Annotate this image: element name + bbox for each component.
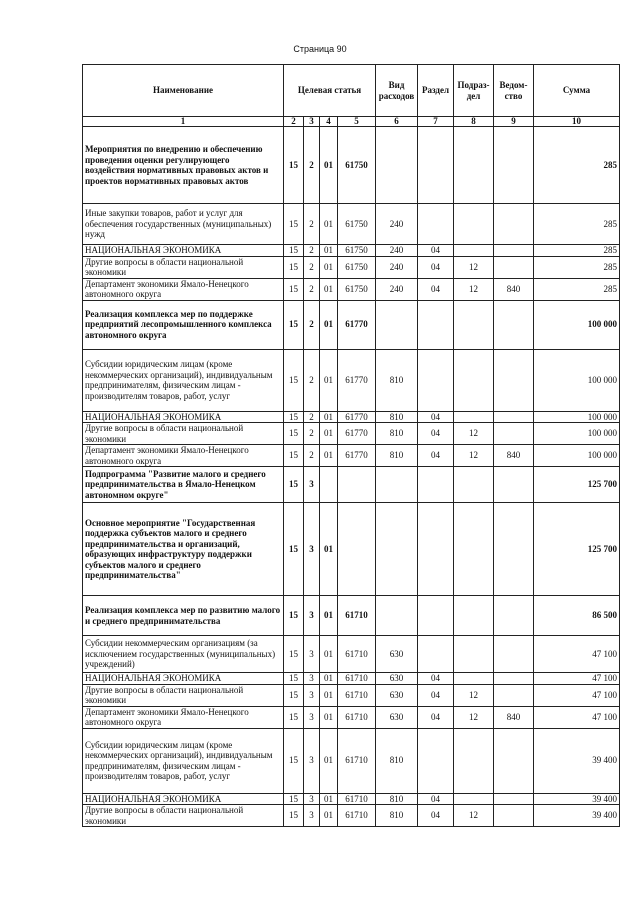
section-cell	[418, 596, 454, 636]
row-name-cell: НАЦИОНАЛЬНАЯ ЭКОНОМИКА	[83, 673, 284, 685]
table-row	[83, 245, 620, 257]
header-section: Раздел	[418, 65, 454, 117]
activity-code-cell: 01	[320, 245, 338, 257]
program-code-cell: 15	[284, 684, 304, 706]
subprogram-code-cell: 2	[304, 127, 320, 204]
activity-code-cell: 01	[320, 278, 338, 300]
program-code-cell: 15	[284, 503, 304, 596]
direction-code-cell: 61710	[338, 636, 376, 673]
activity-code-cell: 01	[320, 793, 338, 805]
direction-code-cell: 61710	[338, 793, 376, 805]
subprogram-code-cell: 3	[304, 467, 320, 503]
subsection-cell	[454, 673, 494, 685]
program-code-cell: 15	[284, 636, 304, 673]
program-code-cell: 15	[284, 805, 304, 827]
program-code-cell: 15	[284, 127, 304, 204]
expense-type-cell: 630	[376, 684, 418, 706]
subsection-cell	[454, 349, 494, 411]
expense-type-cell	[376, 596, 418, 636]
department-cell: 840	[494, 278, 534, 300]
activity-code-cell: 01	[320, 127, 338, 204]
program-code-cell: 15	[284, 300, 304, 349]
amount-cell: 47 100	[534, 673, 620, 685]
section-cell	[418, 728, 454, 793]
expense-type-cell: 240	[376, 256, 418, 278]
direction-code-cell: 61710	[338, 805, 376, 827]
section-cell	[418, 636, 454, 673]
department-cell	[494, 423, 534, 445]
row-name-cell: Другие вопросы в области национальной экономики	[83, 423, 284, 445]
column-index-row	[83, 117, 620, 127]
amount-cell: 100 000	[534, 349, 620, 411]
table-row	[83, 596, 620, 636]
section-cell: 04	[418, 445, 454, 467]
table-row	[83, 684, 620, 706]
expense-type-cell: 810	[376, 728, 418, 793]
activity-code-cell: 01	[320, 445, 338, 467]
column-index: 10	[534, 117, 620, 127]
column-index: 5	[338, 117, 376, 127]
column-index: 8	[454, 117, 494, 127]
department-cell	[494, 204, 534, 245]
expense-type-cell: 240	[376, 204, 418, 245]
subsection-cell: 12	[454, 805, 494, 827]
row-name-cell: НАЦИОНАЛЬНАЯ ЭКОНОМИКА	[83, 411, 284, 423]
activity-code-cell: 01	[320, 636, 338, 673]
direction-code-cell: 61750	[338, 127, 376, 204]
subsection-cell: 12	[454, 423, 494, 445]
subprogram-code-cell: 3	[304, 684, 320, 706]
table-row	[83, 728, 620, 793]
row-name-cell: Реализация комплекса мер по поддержке предприятий лесопромышленного комплекса автономного округа	[83, 300, 284, 349]
program-code-cell: 15	[284, 278, 304, 300]
activity-code-cell: 01	[320, 300, 338, 349]
row-name-cell: НАЦИОНАЛЬНАЯ ЭКОНОМИКА	[83, 793, 284, 805]
section-cell: 04	[418, 684, 454, 706]
direction-code-cell: 61750	[338, 204, 376, 245]
program-code-cell: 15	[284, 411, 304, 423]
row-name-cell: Основное мероприятие "Государственная поддержка субъектов малого и среднего предпринимательства и организаций, образующих инфраструктуру поддержки субъектов малого и среднего предпринимательства"	[83, 503, 284, 596]
subprogram-code-cell: 2	[304, 411, 320, 423]
expense-type-cell: 240	[376, 245, 418, 257]
amount-cell: 39 400	[534, 793, 620, 805]
expense-type-cell: 630	[376, 636, 418, 673]
amount-cell: 285	[534, 245, 620, 257]
direction-code-cell: 61770	[338, 423, 376, 445]
header-target-item: Целевая статья	[284, 65, 376, 117]
subprogram-code-cell: 3	[304, 706, 320, 728]
activity-code-cell: 01	[320, 503, 338, 596]
table-row	[83, 467, 620, 503]
expense-type-cell	[376, 467, 418, 503]
section-cell: 04	[418, 793, 454, 805]
row-name-cell: Подпрограмма "Развитие малого и среднего предпринимательства в Ямало-Ненецком автономном округе"	[83, 467, 284, 503]
table-row	[83, 256, 620, 278]
row-name-cell: Департамент экономики Ямало-Ненецкого автономного округа	[83, 445, 284, 467]
subprogram-code-cell: 3	[304, 636, 320, 673]
department-cell	[494, 245, 534, 257]
subprogram-code-cell: 3	[304, 793, 320, 805]
department-cell: 840	[494, 706, 534, 728]
department-cell	[494, 673, 534, 685]
section-cell	[418, 300, 454, 349]
expense-type-cell: 810	[376, 793, 418, 805]
section-cell: 04	[418, 673, 454, 685]
direction-code-cell: 61710	[338, 596, 376, 636]
amount-cell: 47 100	[534, 684, 620, 706]
table-row	[83, 636, 620, 673]
column-index: 2	[284, 117, 304, 127]
table-row	[83, 673, 620, 685]
amount-cell: 100 000	[534, 445, 620, 467]
section-cell	[418, 204, 454, 245]
direction-code-cell: 61770	[338, 411, 376, 423]
table-row	[83, 349, 620, 411]
activity-code-cell: 01	[320, 349, 338, 411]
section-cell: 04	[418, 706, 454, 728]
direction-code-cell: 61710	[338, 706, 376, 728]
expense-type-cell: 810	[376, 445, 418, 467]
subsection-cell	[454, 245, 494, 257]
expense-type-cell	[376, 503, 418, 596]
header-department: Ведом-ство	[494, 65, 534, 117]
table-row	[83, 706, 620, 728]
row-name-cell: Другие вопросы в области национальной экономики	[83, 805, 284, 827]
department-cell	[494, 793, 534, 805]
subsection-cell	[454, 636, 494, 673]
subsection-cell: 12	[454, 684, 494, 706]
department-cell	[494, 349, 534, 411]
column-index: 4	[320, 117, 338, 127]
header-expense-type: Вид расходов	[376, 65, 418, 117]
amount-cell: 47 100	[534, 636, 620, 673]
table-row	[83, 411, 620, 423]
expense-type-cell: 810	[376, 423, 418, 445]
department-cell	[494, 411, 534, 423]
program-code-cell: 15	[284, 596, 304, 636]
header-subsection: Подраз-дел	[454, 65, 494, 117]
department-cell	[494, 467, 534, 503]
expense-type-cell: 630	[376, 706, 418, 728]
section-cell: 04	[418, 278, 454, 300]
column-index: 6	[376, 117, 418, 127]
amount-cell: 39 400	[534, 728, 620, 793]
row-name-cell: Субсидии некоммерческим организациям (за исключением государственных (муниципальных) учреждений)	[83, 636, 284, 673]
table-row	[83, 204, 620, 245]
budget-table	[82, 64, 620, 827]
direction-code-cell: 61750	[338, 245, 376, 257]
subsection-cell	[454, 728, 494, 793]
row-name-cell: Субсидии юридическим лицам (кроме некоммерческих организаций), индивидуальным предпринимателям, физическим лицам - производителям товаров, работ, услуг	[83, 728, 284, 793]
amount-cell: 100 000	[534, 411, 620, 423]
department-cell	[494, 503, 534, 596]
column-index: 7	[418, 117, 454, 127]
subsection-cell	[454, 467, 494, 503]
activity-code-cell: 01	[320, 204, 338, 245]
department-cell	[494, 127, 534, 204]
row-name-cell: Департамент экономики Ямало-Ненецкого автономного округа	[83, 706, 284, 728]
section-cell: 04	[418, 256, 454, 278]
row-name-cell: Иные закупки товаров, работ и услуг для обеспечения государственных (муниципальных) нужд	[83, 204, 284, 245]
subprogram-code-cell: 3	[304, 596, 320, 636]
row-name-cell: Другие вопросы в области национальной экономики	[83, 256, 284, 278]
expense-type-cell: 810	[376, 805, 418, 827]
section-cell	[418, 467, 454, 503]
section-cell	[418, 503, 454, 596]
department-cell: 840	[494, 445, 534, 467]
amount-cell: 47 100	[534, 706, 620, 728]
table-row	[83, 503, 620, 596]
header-name: Наименование	[83, 65, 284, 117]
page-number: Страница 90	[293, 44, 347, 54]
subprogram-code-cell: 2	[304, 300, 320, 349]
direction-code-cell: 61750	[338, 278, 376, 300]
expense-type-cell: 240	[376, 278, 418, 300]
direction-code-cell: 61750	[338, 256, 376, 278]
subprogram-code-cell: 2	[304, 256, 320, 278]
row-name-cell: Департамент экономики Ямало-Ненецкого автономного округа	[83, 278, 284, 300]
program-code-cell: 15	[284, 673, 304, 685]
table-row	[83, 127, 620, 204]
department-cell	[494, 684, 534, 706]
expense-type-cell: 630	[376, 673, 418, 685]
subsection-cell	[454, 596, 494, 636]
activity-code-cell: 01	[320, 805, 338, 827]
activity-code-cell: 01	[320, 728, 338, 793]
program-code-cell: 15	[284, 706, 304, 728]
program-code-cell: 15	[284, 256, 304, 278]
activity-code-cell: 01	[320, 684, 338, 706]
amount-cell: 86 500	[534, 596, 620, 636]
subprogram-code-cell: 3	[304, 805, 320, 827]
activity-code-cell: 01	[320, 423, 338, 445]
subsection-cell: 12	[454, 706, 494, 728]
amount-cell: 100 000	[534, 423, 620, 445]
program-code-cell: 15	[284, 349, 304, 411]
department-cell	[494, 728, 534, 793]
row-name-cell: Другие вопросы в области национальной экономики	[83, 684, 284, 706]
amount-cell: 125 700	[534, 503, 620, 596]
program-code-cell: 15	[284, 793, 304, 805]
direction-code-cell: 61710	[338, 728, 376, 793]
table-row	[83, 445, 620, 467]
subsection-cell: 12	[454, 256, 494, 278]
subsection-cell: 12	[454, 445, 494, 467]
section-cell: 04	[418, 411, 454, 423]
table-row	[83, 793, 620, 805]
department-cell	[494, 256, 534, 278]
direction-code-cell: 61770	[338, 349, 376, 411]
direction-code-cell: 61770	[338, 445, 376, 467]
direction-code-cell: 61770	[338, 300, 376, 349]
subsection-cell	[454, 127, 494, 204]
program-code-cell: 15	[284, 467, 304, 503]
amount-cell: 100 000	[534, 300, 620, 349]
subprogram-code-cell: 2	[304, 349, 320, 411]
program-code-cell: 15	[284, 445, 304, 467]
row-name-cell: Субсидии юридическим лицам (кроме некоммерческих организаций), индивидуальным предпринимателям, физическим лицам - производителям товаров, работ, услуг	[83, 349, 284, 411]
subsection-cell	[454, 300, 494, 349]
column-index: 3	[304, 117, 320, 127]
expense-type-cell	[376, 300, 418, 349]
amount-cell: 285	[534, 204, 620, 245]
direction-code-cell	[338, 503, 376, 596]
section-cell: 04	[418, 245, 454, 257]
subprogram-code-cell: 3	[304, 728, 320, 793]
table-row	[83, 278, 620, 300]
program-code-cell: 15	[284, 245, 304, 257]
expense-type-cell: 810	[376, 411, 418, 423]
activity-code-cell: 01	[320, 411, 338, 423]
subprogram-code-cell: 3	[304, 503, 320, 596]
subprogram-code-cell: 2	[304, 423, 320, 445]
program-code-cell: 15	[284, 728, 304, 793]
department-cell	[494, 300, 534, 349]
activity-code-cell: 01	[320, 673, 338, 685]
section-cell	[418, 127, 454, 204]
activity-code-cell: 01	[320, 256, 338, 278]
header-row	[83, 65, 620, 117]
activity-code-cell	[320, 467, 338, 503]
section-cell: 04	[418, 805, 454, 827]
subsection-cell	[454, 503, 494, 596]
direction-code-cell: 61710	[338, 684, 376, 706]
subprogram-code-cell: 3	[304, 673, 320, 685]
amount-cell: 39 400	[534, 805, 620, 827]
subprogram-code-cell: 2	[304, 445, 320, 467]
program-code-cell: 15	[284, 423, 304, 445]
expense-type-cell: 810	[376, 349, 418, 411]
subprogram-code-cell: 2	[304, 204, 320, 245]
amount-cell: 285	[534, 127, 620, 204]
section-cell	[418, 349, 454, 411]
subsection-cell	[454, 204, 494, 245]
direction-code-cell	[338, 467, 376, 503]
column-index: 9	[494, 117, 534, 127]
program-code-cell: 15	[284, 204, 304, 245]
table-row	[83, 423, 620, 445]
row-name-cell: Реализация комплекса мер по развитию малого и среднего предпринимательства	[83, 596, 284, 636]
direction-code-cell: 61710	[338, 673, 376, 685]
subsection-cell	[454, 793, 494, 805]
row-name-cell: Мероприятия по внедрению и обеспечению проведения оценки регулирующего воздействия нормативных правовых актов и проектов нормативных правовых актов	[83, 127, 284, 204]
header-amount: Сумма	[534, 65, 620, 117]
row-name-cell: НАЦИОНАЛЬНАЯ ЭКОНОМИКА	[83, 245, 284, 257]
department-cell	[494, 805, 534, 827]
subprogram-code-cell: 2	[304, 278, 320, 300]
amount-cell: 285	[534, 256, 620, 278]
table-row	[83, 805, 620, 827]
department-cell	[494, 596, 534, 636]
subsection-cell	[454, 411, 494, 423]
subprogram-code-cell: 2	[304, 245, 320, 257]
column-index: 1	[83, 117, 284, 127]
amount-cell: 125 700	[534, 467, 620, 503]
amount-cell: 285	[534, 278, 620, 300]
subsection-cell: 12	[454, 278, 494, 300]
table-row	[83, 300, 620, 349]
activity-code-cell: 01	[320, 596, 338, 636]
activity-code-cell: 01	[320, 706, 338, 728]
department-cell	[494, 636, 534, 673]
section-cell: 04	[418, 423, 454, 445]
expense-type-cell	[376, 127, 418, 204]
